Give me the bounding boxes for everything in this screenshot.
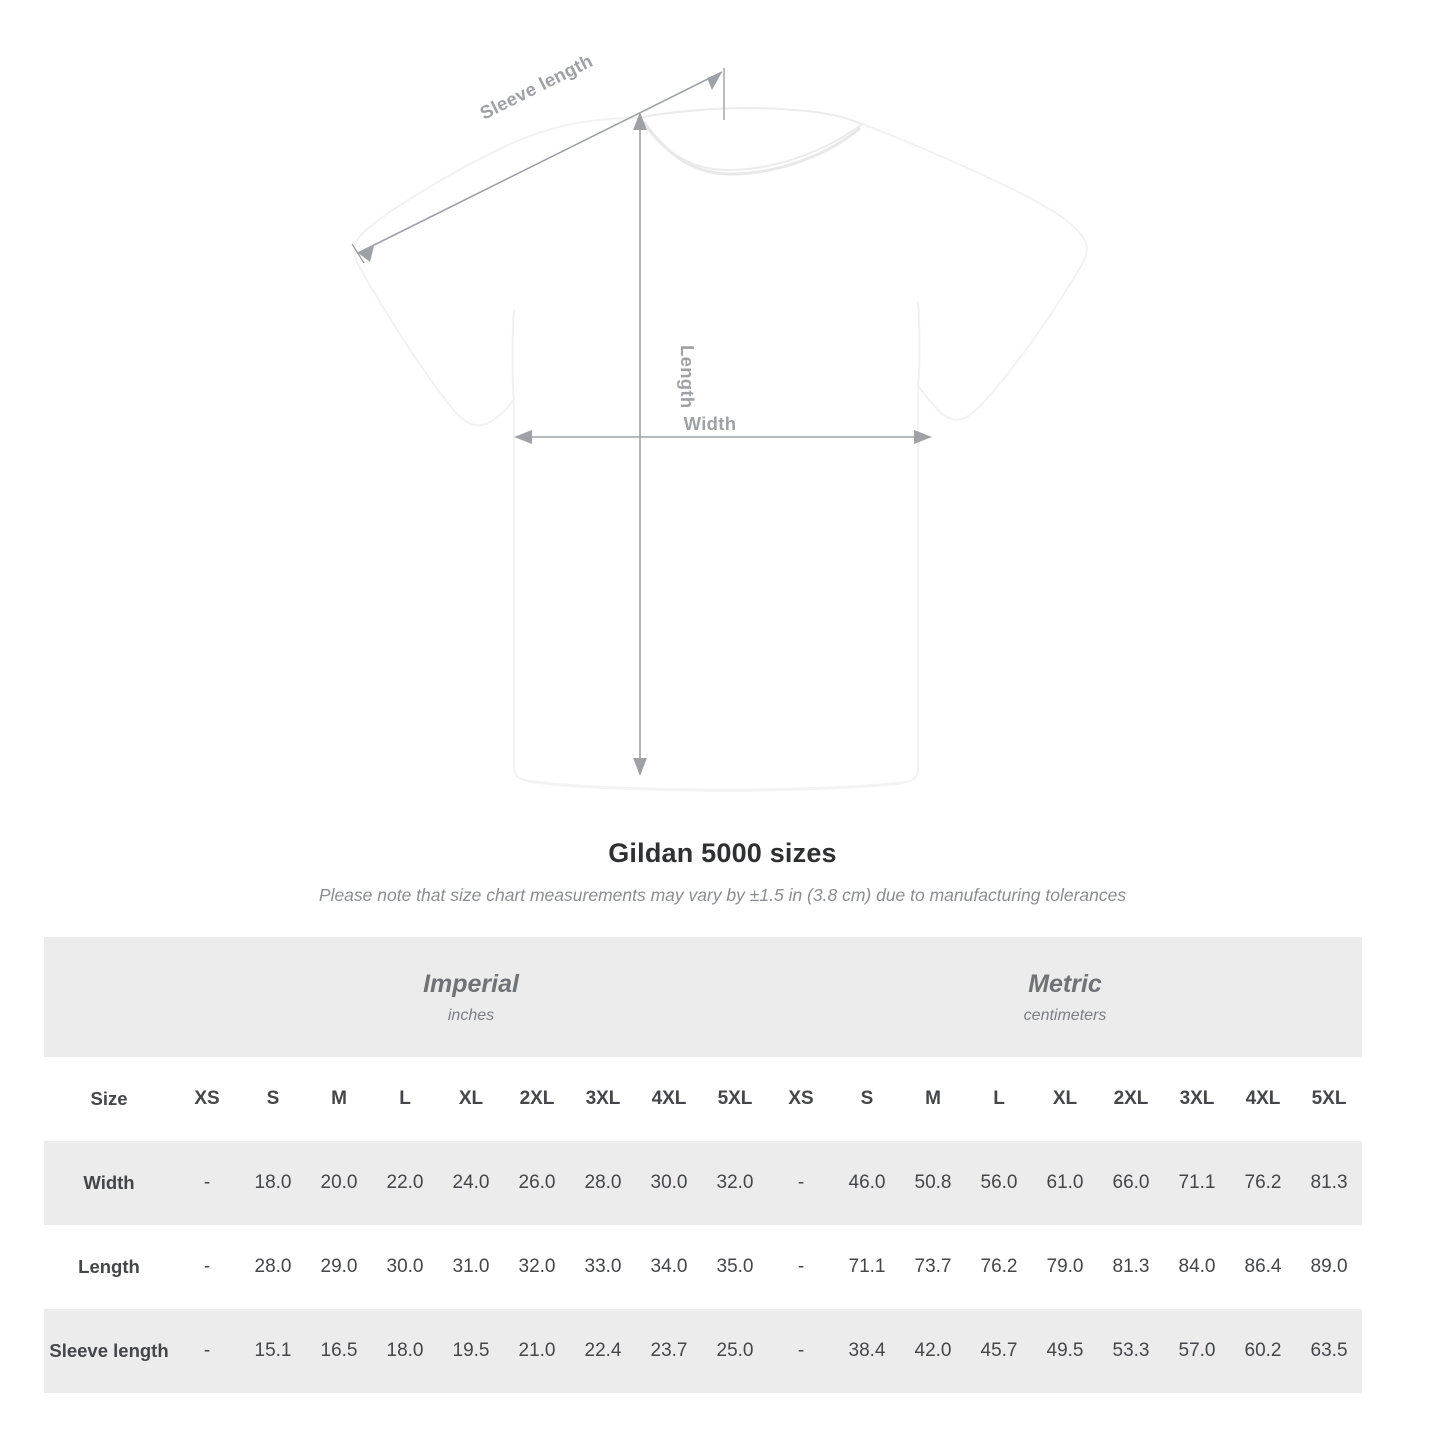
table-row [44,1141,1445,1225]
cell-sleeve-metric-4xl: 60.2 [1230,1309,1296,1393]
cell-length-metric-l: 76.2 [966,1225,1032,1309]
cell-sleeve-imperial-3xl: 22.4 [570,1309,636,1393]
cell-width-imperial-xl: 24.0 [438,1141,504,1225]
cell-length-metric-xs: - [768,1225,834,1309]
cell-width-imperial-2xl: 26.0 [504,1141,570,1225]
cell-width-imperial-xs: - [174,1141,240,1225]
cell-width-metric-2xl: 66.0 [1098,1141,1164,1225]
table-row [44,1309,1445,1393]
cell-sleeve-metric-m: 42.0 [900,1309,966,1393]
cell-length-imperial-l: 30.0 [372,1225,438,1309]
row-label-sleeve-length: Sleeve length [44,1309,174,1393]
header-metric-4xl: 4XL [1230,1057,1296,1141]
header-imperial-4xl: 4XL [636,1057,702,1141]
cell-sleeve-imperial-xl: 19.5 [438,1309,504,1393]
length-label: Length [677,345,698,409]
cell-length-imperial-m: 29.0 [306,1225,372,1309]
header-imperial-xs: XS [174,1057,240,1141]
cell-length-metric-3xl: 84.0 [1164,1225,1230,1309]
cell-width-metric-m: 50.8 [900,1141,966,1225]
cell-sleeve-imperial-xs: - [174,1309,240,1393]
size-table [44,937,1445,1393]
cell-width-metric-l: 56.0 [966,1141,1032,1225]
cell-sleeve-imperial-4xl: 23.7 [636,1309,702,1393]
header-metric-l: L [966,1057,1032,1141]
unit-header-row [44,937,1445,1057]
cell-width-imperial-m: 20.0 [306,1141,372,1225]
cell-width-imperial-4xl: 30.0 [636,1141,702,1225]
table-row [44,1225,1445,1309]
unit-group-metric [768,937,1362,1057]
sleeve-length-label: Sleeve length [476,49,597,124]
header-imperial-2xl: 2XL [504,1057,570,1141]
tolerance-note: Please note that size chart measurements may vary by ±1.5 in (3.8 cm) due to manufacturing tolerances [318,885,1127,905]
cell-width-imperial-5xl: 32.0 [702,1141,768,1225]
cell-width-imperial-s: 18.0 [240,1141,306,1225]
cell-length-metric-4xl: 86.4 [1230,1225,1296,1309]
cell-length-metric-2xl: 81.3 [1098,1225,1164,1309]
unit-header-spacer [44,937,174,1057]
cell-length-metric-s: 71.1 [834,1225,900,1309]
header-metric-s: S [834,1057,900,1141]
title-block [0,838,1445,906]
header-imperial-5xl: 5XL [702,1057,768,1141]
cell-length-imperial-2xl: 32.0 [504,1225,570,1309]
cell-length-imperial-xs: - [174,1225,240,1309]
header-metric-xl: XL [1032,1057,1098,1141]
cell-sleeve-imperial-m: 16.5 [306,1309,372,1393]
cell-length-imperial-5xl: 35.0 [702,1225,768,1309]
cell-width-metric-xs: - [768,1141,834,1225]
size-table-wrap [44,937,1401,1393]
cell-width-metric-4xl: 76.2 [1230,1141,1296,1225]
width-label: Width [683,413,737,434]
cell-length-metric-m: 73.7 [900,1225,966,1309]
tshirt-shape [354,108,1087,790]
cell-sleeve-metric-xs: - [768,1309,834,1393]
header-metric-3xl: 3XL [1164,1057,1230,1141]
header-metric-m: M [900,1057,966,1141]
header-metric-xs: XS [768,1057,834,1141]
header-metric-5xl: 5XL [1296,1057,1362,1141]
cell-sleeve-imperial-l: 18.0 [372,1309,438,1393]
header-size-label: Size [44,1057,174,1141]
cell-width-imperial-l: 22.0 [372,1141,438,1225]
header-imperial-m: M [306,1057,372,1141]
cell-sleeve-metric-2xl: 53.3 [1098,1309,1164,1393]
unit-group-imperial [174,937,768,1057]
header-imperial-xl: XL [438,1057,504,1141]
header-metric-2xl: 2XL [1098,1057,1164,1141]
cell-width-imperial-3xl: 28.0 [570,1141,636,1225]
cell-length-metric-5xl: 89.0 [1296,1225,1362,1309]
cell-length-metric-xl: 79.0 [1032,1225,1098,1309]
cell-width-metric-xl: 61.0 [1032,1141,1098,1225]
header-imperial-s: S [240,1057,306,1141]
row-label-width: Width [44,1141,174,1225]
header-imperial-l: L [372,1057,438,1141]
unit-name-metric: Metric [1028,970,1102,999]
cell-sleeve-metric-5xl: 63.5 [1296,1309,1362,1393]
unit-sub-metric: centimeters [1023,1006,1107,1024]
cell-length-imperial-4xl: 34.0 [636,1225,702,1309]
cell-width-metric-5xl: 81.3 [1296,1141,1362,1225]
page-title: Gildan 5000 sizes [608,838,837,868]
cell-length-imperial-3xl: 33.0 [570,1225,636,1309]
unit-sub-imperial: inches [447,1006,495,1024]
cell-length-imperial-s: 28.0 [240,1225,306,1309]
cell-sleeve-metric-xl: 49.5 [1032,1309,1098,1393]
cell-width-metric-s: 46.0 [834,1141,900,1225]
unit-name-imperial: Imperial [423,970,519,999]
header-imperial-3xl: 3XL [570,1057,636,1141]
cell-sleeve-imperial-s: 15.1 [240,1309,306,1393]
cell-sleeve-metric-3xl: 57.0 [1164,1309,1230,1393]
cell-sleeve-metric-l: 45.7 [966,1309,1032,1393]
cell-width-metric-3xl: 71.1 [1164,1141,1230,1225]
cell-length-imperial-xl: 31.0 [438,1225,504,1309]
cell-sleeve-metric-s: 38.4 [834,1309,900,1393]
cell-sleeve-imperial-5xl: 25.0 [702,1309,768,1393]
size-header-row [44,1057,1445,1141]
row-label-length: Length [44,1225,174,1309]
cell-sleeve-imperial-2xl: 21.0 [504,1309,570,1393]
